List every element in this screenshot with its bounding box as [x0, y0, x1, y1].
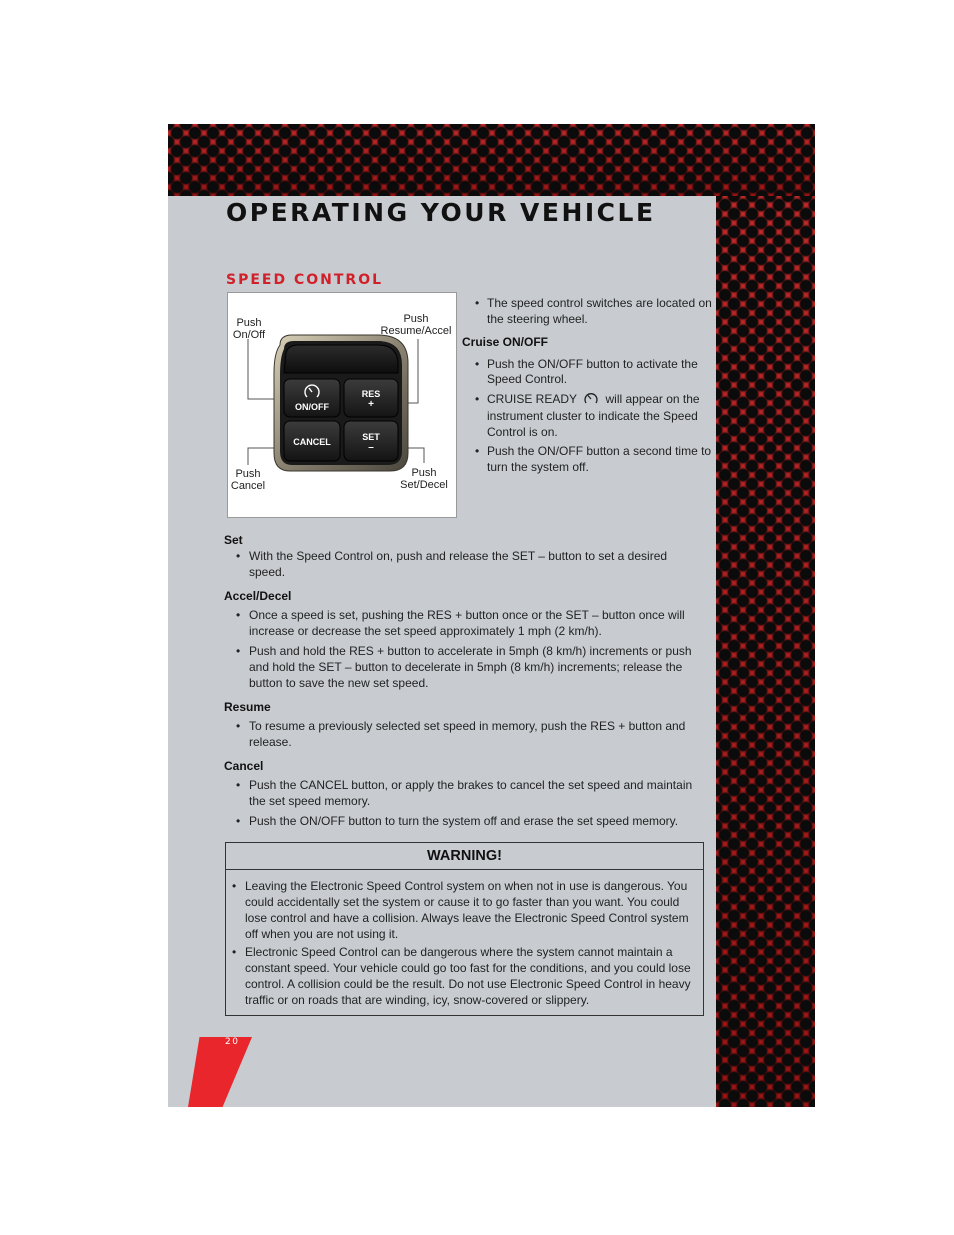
cruise-ready-text: CRUISE READY: [487, 391, 577, 406]
set-list: [224, 548, 702, 580]
warning-heading: WARNING!: [226, 843, 703, 870]
cruise-item-1: • Push the ON/OFF button to activate the Speed Control.: [462, 357, 712, 388]
cancel-item-2: • Push the ON/OFF button to turn the system off and erase the set speed memory.: [224, 813, 702, 829]
cruise-item-3: • Push the ON/OFF button a second time to turn the system off.: [462, 444, 712, 475]
cancel-list: [224, 777, 702, 829]
intro-list: [462, 296, 712, 327]
page-number: 20: [225, 1037, 240, 1047]
callout-cancel-text: Push Cancel: [230, 468, 266, 492]
cancel-button-label: CANCEL: [293, 437, 331, 447]
res-button-sign: +: [368, 399, 374, 410]
cruise-list: [462, 357, 712, 476]
intro-item: • The speed control switches are located on the steering wheel.: [462, 296, 712, 327]
right-column: [462, 296, 712, 475]
cruise-on-off-heading: Cruise ON/OFF: [462, 335, 549, 349]
warning-list: [226, 870, 703, 1008]
speed-control-switch-figure: [227, 292, 457, 518]
callout-resume-accel-text: Push Resume/Accel: [380, 313, 452, 337]
callout-on-off: [232, 317, 266, 341]
speedometer-icon: [583, 392, 599, 410]
resume-heading: Resume: [224, 700, 271, 714]
callout-cancel: [230, 468, 266, 492]
warning-item-1: • Leaving the Electronic Speed Control system on when not in use is dangerous. You could accidentally set the system or cause it to go faster than you want. You could lose control and have a collision. Always leave the Electronic Speed Control system off when you are not using it.: [226, 878, 703, 942]
resume-list: [224, 718, 702, 750]
set-item-1: • With the Speed Control on, push and release the SET – button to set a desired speed.: [224, 548, 702, 580]
set-button-label: SET: [362, 432, 380, 442]
cruise-item-2: [462, 392, 712, 441]
page-title: OPERATING YOUR VEHICLE: [226, 198, 656, 227]
callout-set-decel-text: Push Set/Decel: [400, 467, 448, 491]
cancel-item-1: • Push the CANCEL button, or apply the brakes to cancel the set speed and maintain the set speed memory.: [224, 777, 702, 809]
perforated-side-band: [716, 196, 815, 1107]
accel-item-2: • Push and hold the RES + button to accelerate in 5mph (8 km/h) increments or push and hold the SET – button to decelerate in 5mph (8 km/h) increments; release the button to save the new set speed.: [224, 643, 702, 691]
callout-on-off-text: Push On/Off: [232, 317, 266, 341]
perforated-header-band: [168, 124, 815, 196]
resume-item-1: • To resume a previously selected set speed in memory, push the RES + button and release.: [224, 718, 702, 750]
on-off-button-label: ON/OFF: [295, 402, 329, 412]
manual-page: [168, 124, 815, 1107]
set-button-sign: –: [368, 442, 374, 453]
warning-box: [225, 842, 704, 1016]
page-number-tab: [188, 1037, 252, 1107]
res-button-label: RES: [361, 389, 381, 399]
callout-set-decel: [394, 467, 454, 491]
accel-item-1: • Once a speed is set, pushing the RES + button once or the SET – button once will increase or decrease the set speed approximately 1 mph (2 km/h).: [224, 607, 702, 639]
warning-item-2: • Electronic Speed Control can be dangerous where the system cannot maintain a constant speed. Your vehicle could go too fast for the conditions, and you could lose control. A collision could be the result. Do not use Electronic Speed Control in heavy traffic or on roads that are winding, icy, snow-covered or slippery.: [226, 944, 703, 1008]
accel-decel-heading: Accel/Decel: [224, 589, 292, 603]
accel-decel-list: [224, 607, 702, 691]
body-sections: [224, 532, 702, 829]
cruise-ready-desc: will appear on the instrument cluster to indicate the Speed Control is on.: [487, 391, 700, 439]
callout-resume-accel: [378, 313, 454, 337]
cancel-heading: Cancel: [224, 759, 264, 773]
section-title: SPEED CONTROL: [226, 272, 384, 288]
set-heading: Set: [224, 533, 243, 547]
